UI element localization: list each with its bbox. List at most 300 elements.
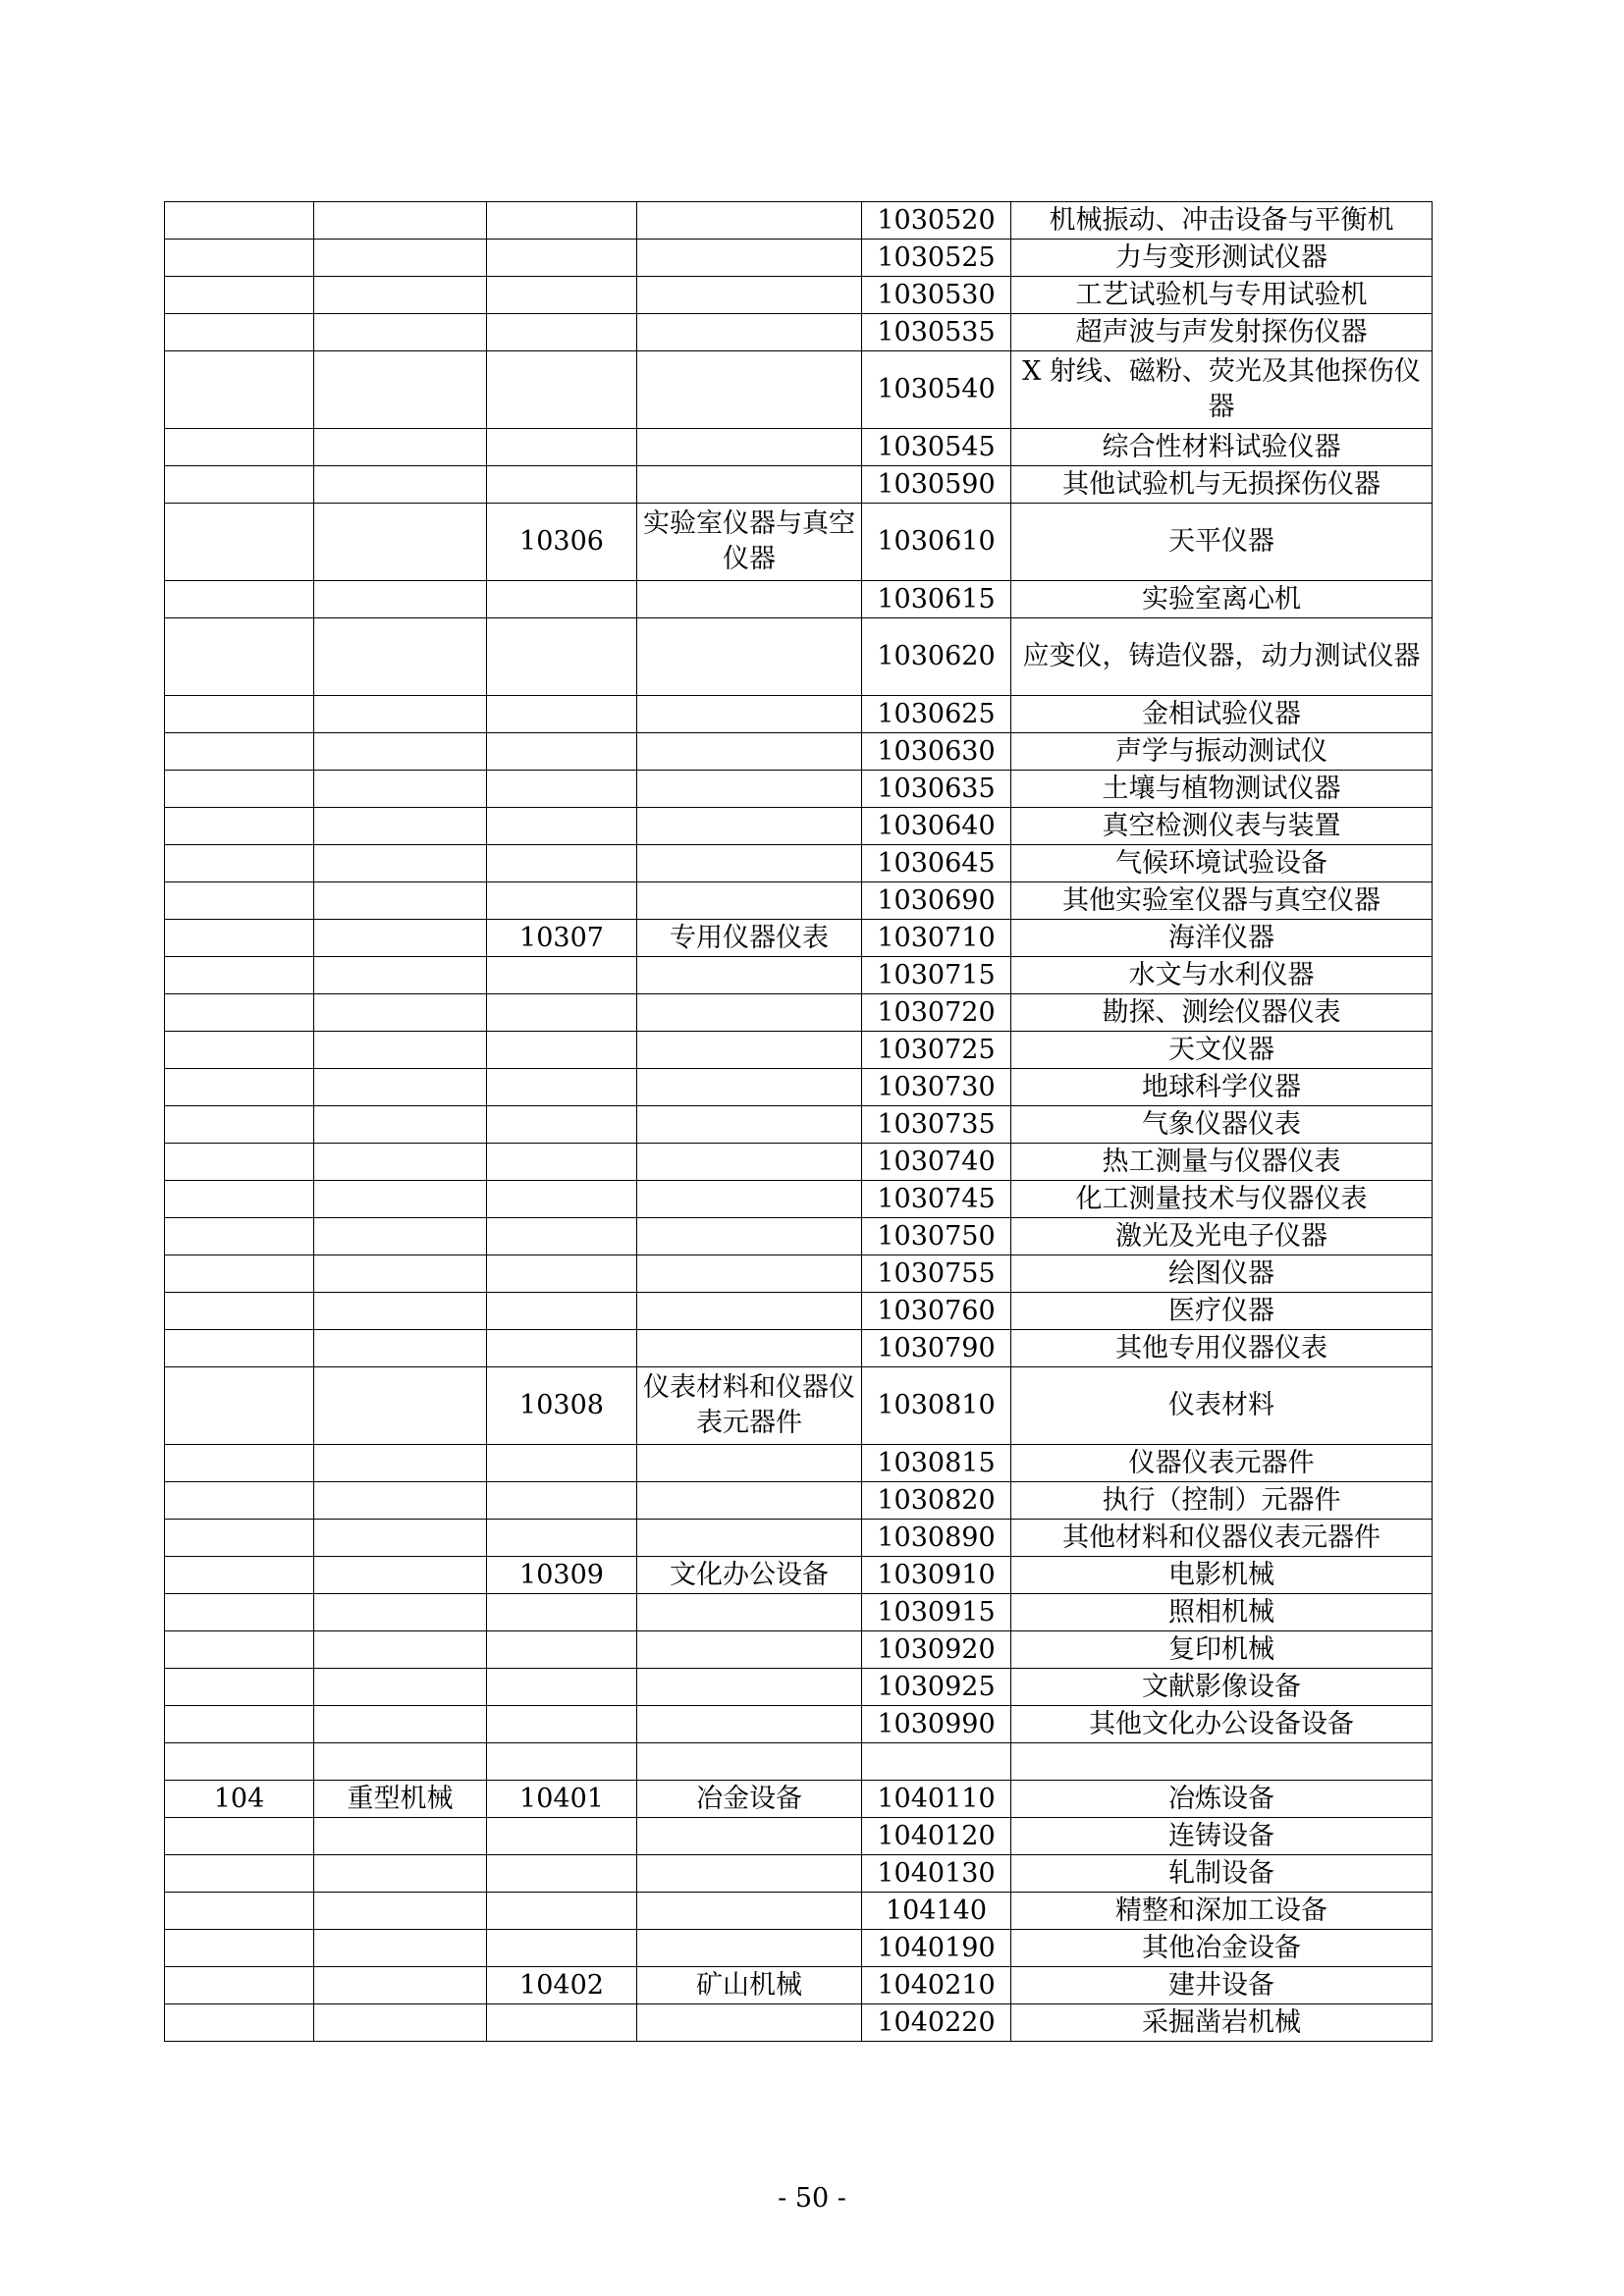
item-name-cell: 文献影像设备	[1011, 1669, 1433, 1706]
major-name-cell	[314, 733, 487, 771]
sub-name-cell: 专用仪器仪表	[637, 920, 862, 957]
table-row	[165, 618, 1433, 696]
table-row	[165, 314, 1433, 351]
major-code-cell	[165, 504, 314, 581]
item-name-cell: X 射线、磁粉、荧光及其他探伤仪器	[1011, 351, 1433, 429]
table-body	[165, 202, 1433, 2042]
table-row	[165, 2004, 1433, 2042]
item-name-cell: 建井设备	[1011, 1967, 1433, 2004]
item-code-cell: 1040130	[862, 1855, 1011, 1893]
sub-name-cell: 实验室仪器与真空仪器	[637, 504, 862, 581]
sub-name-cell	[637, 808, 862, 845]
major-name-cell	[314, 277, 487, 314]
item-name-cell: 力与变形测试仪器	[1011, 240, 1433, 277]
major-code-cell	[165, 1669, 314, 1706]
item-name-cell: 气候环境试验设备	[1011, 845, 1433, 882]
sub-name-cell	[637, 1218, 862, 1255]
major-code-cell	[165, 882, 314, 920]
major-name-cell	[314, 1367, 487, 1445]
major-name-cell	[314, 1930, 487, 1967]
major-code-cell	[165, 1106, 314, 1144]
sub-code-cell	[487, 1069, 637, 1106]
item-code-cell: 1030525	[862, 240, 1011, 277]
major-name-cell	[314, 1482, 487, 1520]
major-name-cell	[314, 240, 487, 277]
item-code-cell: 1030715	[862, 957, 1011, 994]
table-row	[165, 1069, 1433, 1106]
sub-code-cell	[487, 351, 637, 429]
item-name-cell: 地球科学仪器	[1011, 1069, 1433, 1106]
sub-code-cell	[487, 240, 637, 277]
sub-name-cell	[637, 429, 862, 466]
item-name-cell: 其他试验机与无损探伤仪器	[1011, 466, 1433, 504]
sub-name-cell	[637, 1520, 862, 1557]
major-name-cell: 重型机械	[314, 1781, 487, 1818]
sub-name-cell	[637, 957, 862, 994]
table-row	[165, 1631, 1433, 1669]
major-name-cell	[314, 1855, 487, 1893]
item-code-cell: 1030725	[862, 1032, 1011, 1069]
major-code-cell	[165, 1893, 314, 1930]
item-code-cell: 1040110	[862, 1781, 1011, 1818]
major-name-cell	[314, 920, 487, 957]
table-row	[165, 771, 1433, 808]
major-code-cell	[165, 1144, 314, 1181]
sub-code-cell	[487, 1855, 637, 1893]
item-name-cell: 电影机械	[1011, 1557, 1433, 1594]
major-code-cell	[165, 733, 314, 771]
sub-code-cell: 10307	[487, 920, 637, 957]
sub-code-cell	[487, 733, 637, 771]
sub-code-cell	[487, 314, 637, 351]
major-name-cell	[314, 202, 487, 240]
table-row	[165, 581, 1433, 618]
table-row	[165, 1330, 1433, 1367]
item-name-cell: 其他文化办公设备设备	[1011, 1706, 1433, 1743]
major-code-cell	[165, 696, 314, 733]
sub-code-cell	[487, 1669, 637, 1706]
item-name-cell: 应变仪，铸造仪器，动力测试仪器	[1011, 618, 1433, 696]
major-name-cell	[314, 994, 487, 1032]
sub-name-cell	[637, 1106, 862, 1144]
major-code-cell	[165, 1255, 314, 1293]
major-name-cell	[314, 1743, 487, 1781]
major-code-cell	[165, 466, 314, 504]
item-name-cell: 医疗仪器	[1011, 1293, 1433, 1330]
item-name-cell: 超声波与声发射探伤仪器	[1011, 314, 1433, 351]
table-row	[165, 1032, 1433, 1069]
item-code-cell: 1030925	[862, 1669, 1011, 1706]
sub-name-cell	[637, 1669, 862, 1706]
item-code-cell: 1030610	[862, 504, 1011, 581]
sub-code-cell	[487, 1743, 637, 1781]
major-code-cell	[165, 1631, 314, 1669]
major-code-cell	[165, 1181, 314, 1218]
major-code-cell	[165, 1594, 314, 1631]
sub-name-cell	[637, 1032, 862, 1069]
sub-name-cell	[637, 771, 862, 808]
major-code-cell	[165, 1855, 314, 1893]
item-name-cell: 气象仪器仪表	[1011, 1106, 1433, 1144]
table-row	[165, 957, 1433, 994]
sub-code-cell	[487, 1594, 637, 1631]
item-code-cell: 1030915	[862, 1594, 1011, 1631]
sub-name-cell	[637, 314, 862, 351]
major-name-cell	[314, 1181, 487, 1218]
item-name-cell	[1011, 1743, 1433, 1781]
item-code-cell: 1030615	[862, 581, 1011, 618]
major-code-cell	[165, 1293, 314, 1330]
major-code-cell	[165, 771, 314, 808]
sub-name-cell	[637, 466, 862, 504]
table-row	[165, 351, 1433, 429]
item-code-cell: 1030760	[862, 1293, 1011, 1330]
table-row	[165, 1293, 1433, 1330]
table-row	[165, 1781, 1433, 1818]
major-name-cell	[314, 1557, 487, 1594]
major-name-cell	[314, 1255, 487, 1293]
sub-code-cell	[487, 1818, 637, 1855]
sub-name-cell	[637, 733, 862, 771]
major-name-cell	[314, 957, 487, 994]
item-code-cell: 1030540	[862, 351, 1011, 429]
table-row	[165, 1445, 1433, 1482]
item-code-cell: 1030790	[862, 1330, 1011, 1367]
major-code-cell	[165, 314, 314, 351]
item-name-cell: 工艺试验机与专用试验机	[1011, 277, 1433, 314]
item-name-cell: 勘探、测绘仪器仪表	[1011, 994, 1433, 1032]
table-row	[165, 1893, 1433, 1930]
item-code-cell: 1030815	[862, 1445, 1011, 1482]
sub-name-cell	[637, 1930, 862, 1967]
sub-name-cell	[637, 202, 862, 240]
item-name-cell: 综合性材料试验仪器	[1011, 429, 1433, 466]
item-name-cell: 轧制设备	[1011, 1855, 1433, 1893]
item-code-cell: 1030755	[862, 1255, 1011, 1293]
item-code-cell: 1030520	[862, 202, 1011, 240]
major-name-cell	[314, 1594, 487, 1631]
item-name-cell: 其他专用仪器仪表	[1011, 1330, 1433, 1367]
sub-code-cell	[487, 1520, 637, 1557]
sub-code-cell	[487, 1330, 637, 1367]
major-name-cell	[314, 1445, 487, 1482]
table-row	[165, 277, 1433, 314]
item-code-cell: 1030740	[862, 1144, 1011, 1181]
sub-code-cell	[487, 1181, 637, 1218]
major-name-cell	[314, 429, 487, 466]
sub-code-cell	[487, 618, 637, 696]
sub-name-cell: 矿山机械	[637, 1967, 862, 2004]
major-name-cell	[314, 1967, 487, 2004]
major-name-cell	[314, 1032, 487, 1069]
major-name-cell	[314, 882, 487, 920]
table-row	[165, 1967, 1433, 2004]
item-code-cell: 1030720	[862, 994, 1011, 1032]
major-code-cell	[165, 1069, 314, 1106]
sub-code-cell: 10402	[487, 1967, 637, 2004]
table-row	[165, 1255, 1433, 1293]
table-row	[165, 696, 1433, 733]
major-code-cell	[165, 1818, 314, 1855]
sub-name-cell	[637, 1144, 862, 1181]
item-name-cell: 复印机械	[1011, 1631, 1433, 1669]
sub-name-cell	[637, 1181, 862, 1218]
table-row	[165, 429, 1433, 466]
table-row	[165, 1144, 1433, 1181]
classification-table	[164, 201, 1433, 2042]
sub-code-cell	[487, 1482, 637, 1520]
item-code-cell: 1030630	[862, 733, 1011, 771]
item-code-cell: 1030810	[862, 1367, 1011, 1445]
sub-name-cell	[637, 618, 862, 696]
table-row	[165, 1218, 1433, 1255]
sub-name-cell	[637, 1818, 862, 1855]
major-code-cell	[165, 957, 314, 994]
table-row	[165, 1367, 1433, 1445]
item-code-cell: 1030635	[862, 771, 1011, 808]
major-name-cell	[314, 504, 487, 581]
major-name-cell	[314, 351, 487, 429]
major-code-cell	[165, 1706, 314, 1743]
item-code-cell: 1030745	[862, 1181, 1011, 1218]
item-name-cell: 真空检测仪表与装置	[1011, 808, 1433, 845]
major-name-cell	[314, 771, 487, 808]
sub-code-cell	[487, 277, 637, 314]
item-code-cell: 1030890	[862, 1520, 1011, 1557]
sub-name-cell	[637, 1631, 862, 1669]
sub-code-cell	[487, 466, 637, 504]
table-row	[165, 1181, 1433, 1218]
major-code-cell	[165, 1218, 314, 1255]
item-code-cell: 1030730	[862, 1069, 1011, 1106]
sub-code-cell	[487, 771, 637, 808]
item-name-cell: 其他实验室仪器与真空仪器	[1011, 882, 1433, 920]
major-code-cell	[165, 808, 314, 845]
sub-code-cell	[487, 1144, 637, 1181]
major-code-cell	[165, 1930, 314, 1967]
major-code-cell	[165, 351, 314, 429]
major-name-cell	[314, 1218, 487, 1255]
item-code-cell: 1030640	[862, 808, 1011, 845]
item-code-cell: 1030820	[862, 1482, 1011, 1520]
item-name-cell: 连铸设备	[1011, 1818, 1433, 1855]
sub-name-cell: 冶金设备	[637, 1781, 862, 1818]
sub-name-cell	[637, 696, 862, 733]
sub-name-cell	[637, 581, 862, 618]
item-code-cell: 104140	[862, 1893, 1011, 1930]
sub-code-cell	[487, 1255, 637, 1293]
item-code-cell: 1030990	[862, 1706, 1011, 1743]
item-code-cell: 1040190	[862, 1930, 1011, 1967]
sub-code-cell	[487, 1106, 637, 1144]
major-code-cell	[165, 202, 314, 240]
table-row	[165, 240, 1433, 277]
item-name-cell: 实验室离心机	[1011, 581, 1433, 618]
major-name-cell	[314, 1144, 487, 1181]
item-code-cell: 1040120	[862, 1818, 1011, 1855]
table-row	[165, 733, 1433, 771]
item-code-cell: 1030910	[862, 1557, 1011, 1594]
sub-name-cell	[637, 351, 862, 429]
table-row	[165, 1818, 1433, 1855]
sub-code-cell	[487, 957, 637, 994]
item-name-cell: 采掘凿岩机械	[1011, 2004, 1433, 2042]
table-row	[165, 1743, 1433, 1781]
major-name-cell	[314, 466, 487, 504]
sub-code-cell	[487, 1706, 637, 1743]
item-name-cell: 金相试验仪器	[1011, 696, 1433, 733]
item-code-cell: 1040220	[862, 2004, 1011, 2042]
sub-name-cell	[637, 2004, 862, 2042]
sub-name-cell	[637, 240, 862, 277]
major-name-cell	[314, 1330, 487, 1367]
sub-code-cell: 10309	[487, 1557, 637, 1594]
major-code-cell	[165, 1032, 314, 1069]
item-code-cell: 1030535	[862, 314, 1011, 351]
major-code-cell	[165, 2004, 314, 2042]
sub-name-cell	[637, 1706, 862, 1743]
sub-name-cell	[637, 1743, 862, 1781]
item-name-cell: 其他材料和仪器仪表元器件	[1011, 1520, 1433, 1557]
major-code-cell	[165, 920, 314, 957]
sub-name-cell	[637, 1069, 862, 1106]
sub-name-cell	[637, 277, 862, 314]
sub-name-cell	[637, 1330, 862, 1367]
sub-name-cell	[637, 1855, 862, 1893]
sub-code-cell	[487, 696, 637, 733]
major-code-cell	[165, 240, 314, 277]
table-row	[165, 1669, 1433, 1706]
item-name-cell: 仪表材料	[1011, 1367, 1433, 1445]
table-row	[165, 1930, 1433, 1967]
sub-code-cell	[487, 1930, 637, 1967]
item-code-cell: 1030625	[862, 696, 1011, 733]
major-code-cell	[165, 1743, 314, 1781]
major-name-cell	[314, 618, 487, 696]
sub-name-cell	[637, 1482, 862, 1520]
item-name-cell: 其他冶金设备	[1011, 1930, 1433, 1967]
major-name-cell	[314, 1706, 487, 1743]
major-name-cell	[314, 314, 487, 351]
table-row	[165, 1594, 1433, 1631]
item-name-cell: 精整和深加工设备	[1011, 1893, 1433, 1930]
table-row	[165, 504, 1433, 581]
sub-code-cell	[487, 882, 637, 920]
table-row	[165, 1706, 1433, 1743]
sub-code-cell	[487, 2004, 637, 2042]
major-name-cell	[314, 2004, 487, 2042]
major-name-cell	[314, 1893, 487, 1930]
major-name-cell	[314, 845, 487, 882]
sub-code-cell	[487, 1445, 637, 1482]
table-row	[165, 1482, 1433, 1520]
item-name-cell: 天文仪器	[1011, 1032, 1433, 1069]
item-name-cell: 机械振动、冲击设备与平衡机	[1011, 202, 1433, 240]
sub-code-cell	[487, 1218, 637, 1255]
major-name-cell	[314, 1669, 487, 1706]
major-name-cell	[314, 1106, 487, 1144]
table-row	[165, 845, 1433, 882]
table-row	[165, 1106, 1433, 1144]
major-code-cell	[165, 581, 314, 618]
item-code-cell: 1030690	[862, 882, 1011, 920]
sub-code-cell	[487, 429, 637, 466]
item-name-cell: 仪器仪表元器件	[1011, 1445, 1433, 1482]
sub-code-cell	[487, 581, 637, 618]
item-code-cell: 1030530	[862, 277, 1011, 314]
major-name-cell	[314, 581, 487, 618]
sub-code-cell: 10308	[487, 1367, 637, 1445]
item-name-cell: 天平仪器	[1011, 504, 1433, 581]
item-code-cell: 1030710	[862, 920, 1011, 957]
item-name-cell: 执行（控制）元器件	[1011, 1482, 1433, 1520]
major-code-cell	[165, 994, 314, 1032]
table-row	[165, 1520, 1433, 1557]
major-code-cell	[165, 618, 314, 696]
major-name-cell	[314, 808, 487, 845]
item-name-cell: 土壤与植物测试仪器	[1011, 771, 1433, 808]
sub-code-cell	[487, 1893, 637, 1930]
item-name-cell: 绘图仪器	[1011, 1255, 1433, 1293]
table-row	[165, 920, 1433, 957]
item-name-cell: 照相机械	[1011, 1594, 1433, 1631]
item-code-cell: 1030645	[862, 845, 1011, 882]
sub-name-cell	[637, 1594, 862, 1631]
item-name-cell: 声学与振动测试仪	[1011, 733, 1433, 771]
sub-name-cell	[637, 1445, 862, 1482]
major-code-cell	[165, 1445, 314, 1482]
item-name-cell: 冶炼设备	[1011, 1781, 1433, 1818]
sub-name-cell	[637, 882, 862, 920]
sub-code-cell	[487, 808, 637, 845]
sub-name-cell: 文化办公设备	[637, 1557, 862, 1594]
major-code-cell	[165, 277, 314, 314]
table-row	[165, 202, 1433, 240]
sub-name-cell	[637, 845, 862, 882]
item-name-cell: 水文与水利仪器	[1011, 957, 1433, 994]
major-code-cell	[165, 429, 314, 466]
major-name-cell	[314, 1069, 487, 1106]
item-name-cell: 激光及光电子仪器	[1011, 1218, 1433, 1255]
sub-name-cell	[637, 994, 862, 1032]
sub-code-cell	[487, 1032, 637, 1069]
major-code-cell: 104	[165, 1781, 314, 1818]
major-code-cell	[165, 1367, 314, 1445]
sub-code-cell	[487, 994, 637, 1032]
major-code-cell	[165, 1967, 314, 2004]
item-name-cell: 热工测量与仪器仪表	[1011, 1144, 1433, 1181]
item-code-cell: 1030620	[862, 618, 1011, 696]
table-row	[165, 808, 1433, 845]
major-code-cell	[165, 1482, 314, 1520]
sub-name-cell: 仪表材料和仪器仪表元器件	[637, 1367, 862, 1445]
item-code-cell	[862, 1743, 1011, 1781]
page-number: - 50 -	[778, 2183, 846, 2214]
item-code-cell: 1030920	[862, 1631, 1011, 1669]
table-row	[165, 994, 1433, 1032]
major-code-cell	[165, 1557, 314, 1594]
table-row	[165, 1557, 1433, 1594]
major-code-cell	[165, 1330, 314, 1367]
table-row	[165, 466, 1433, 504]
sub-code-cell	[487, 1631, 637, 1669]
sub-name-cell	[637, 1293, 862, 1330]
item-code-cell: 1040210	[862, 1967, 1011, 2004]
sub-code-cell: 10401	[487, 1781, 637, 1818]
table-row	[165, 882, 1433, 920]
major-name-cell	[314, 1520, 487, 1557]
item-name-cell: 海洋仪器	[1011, 920, 1433, 957]
